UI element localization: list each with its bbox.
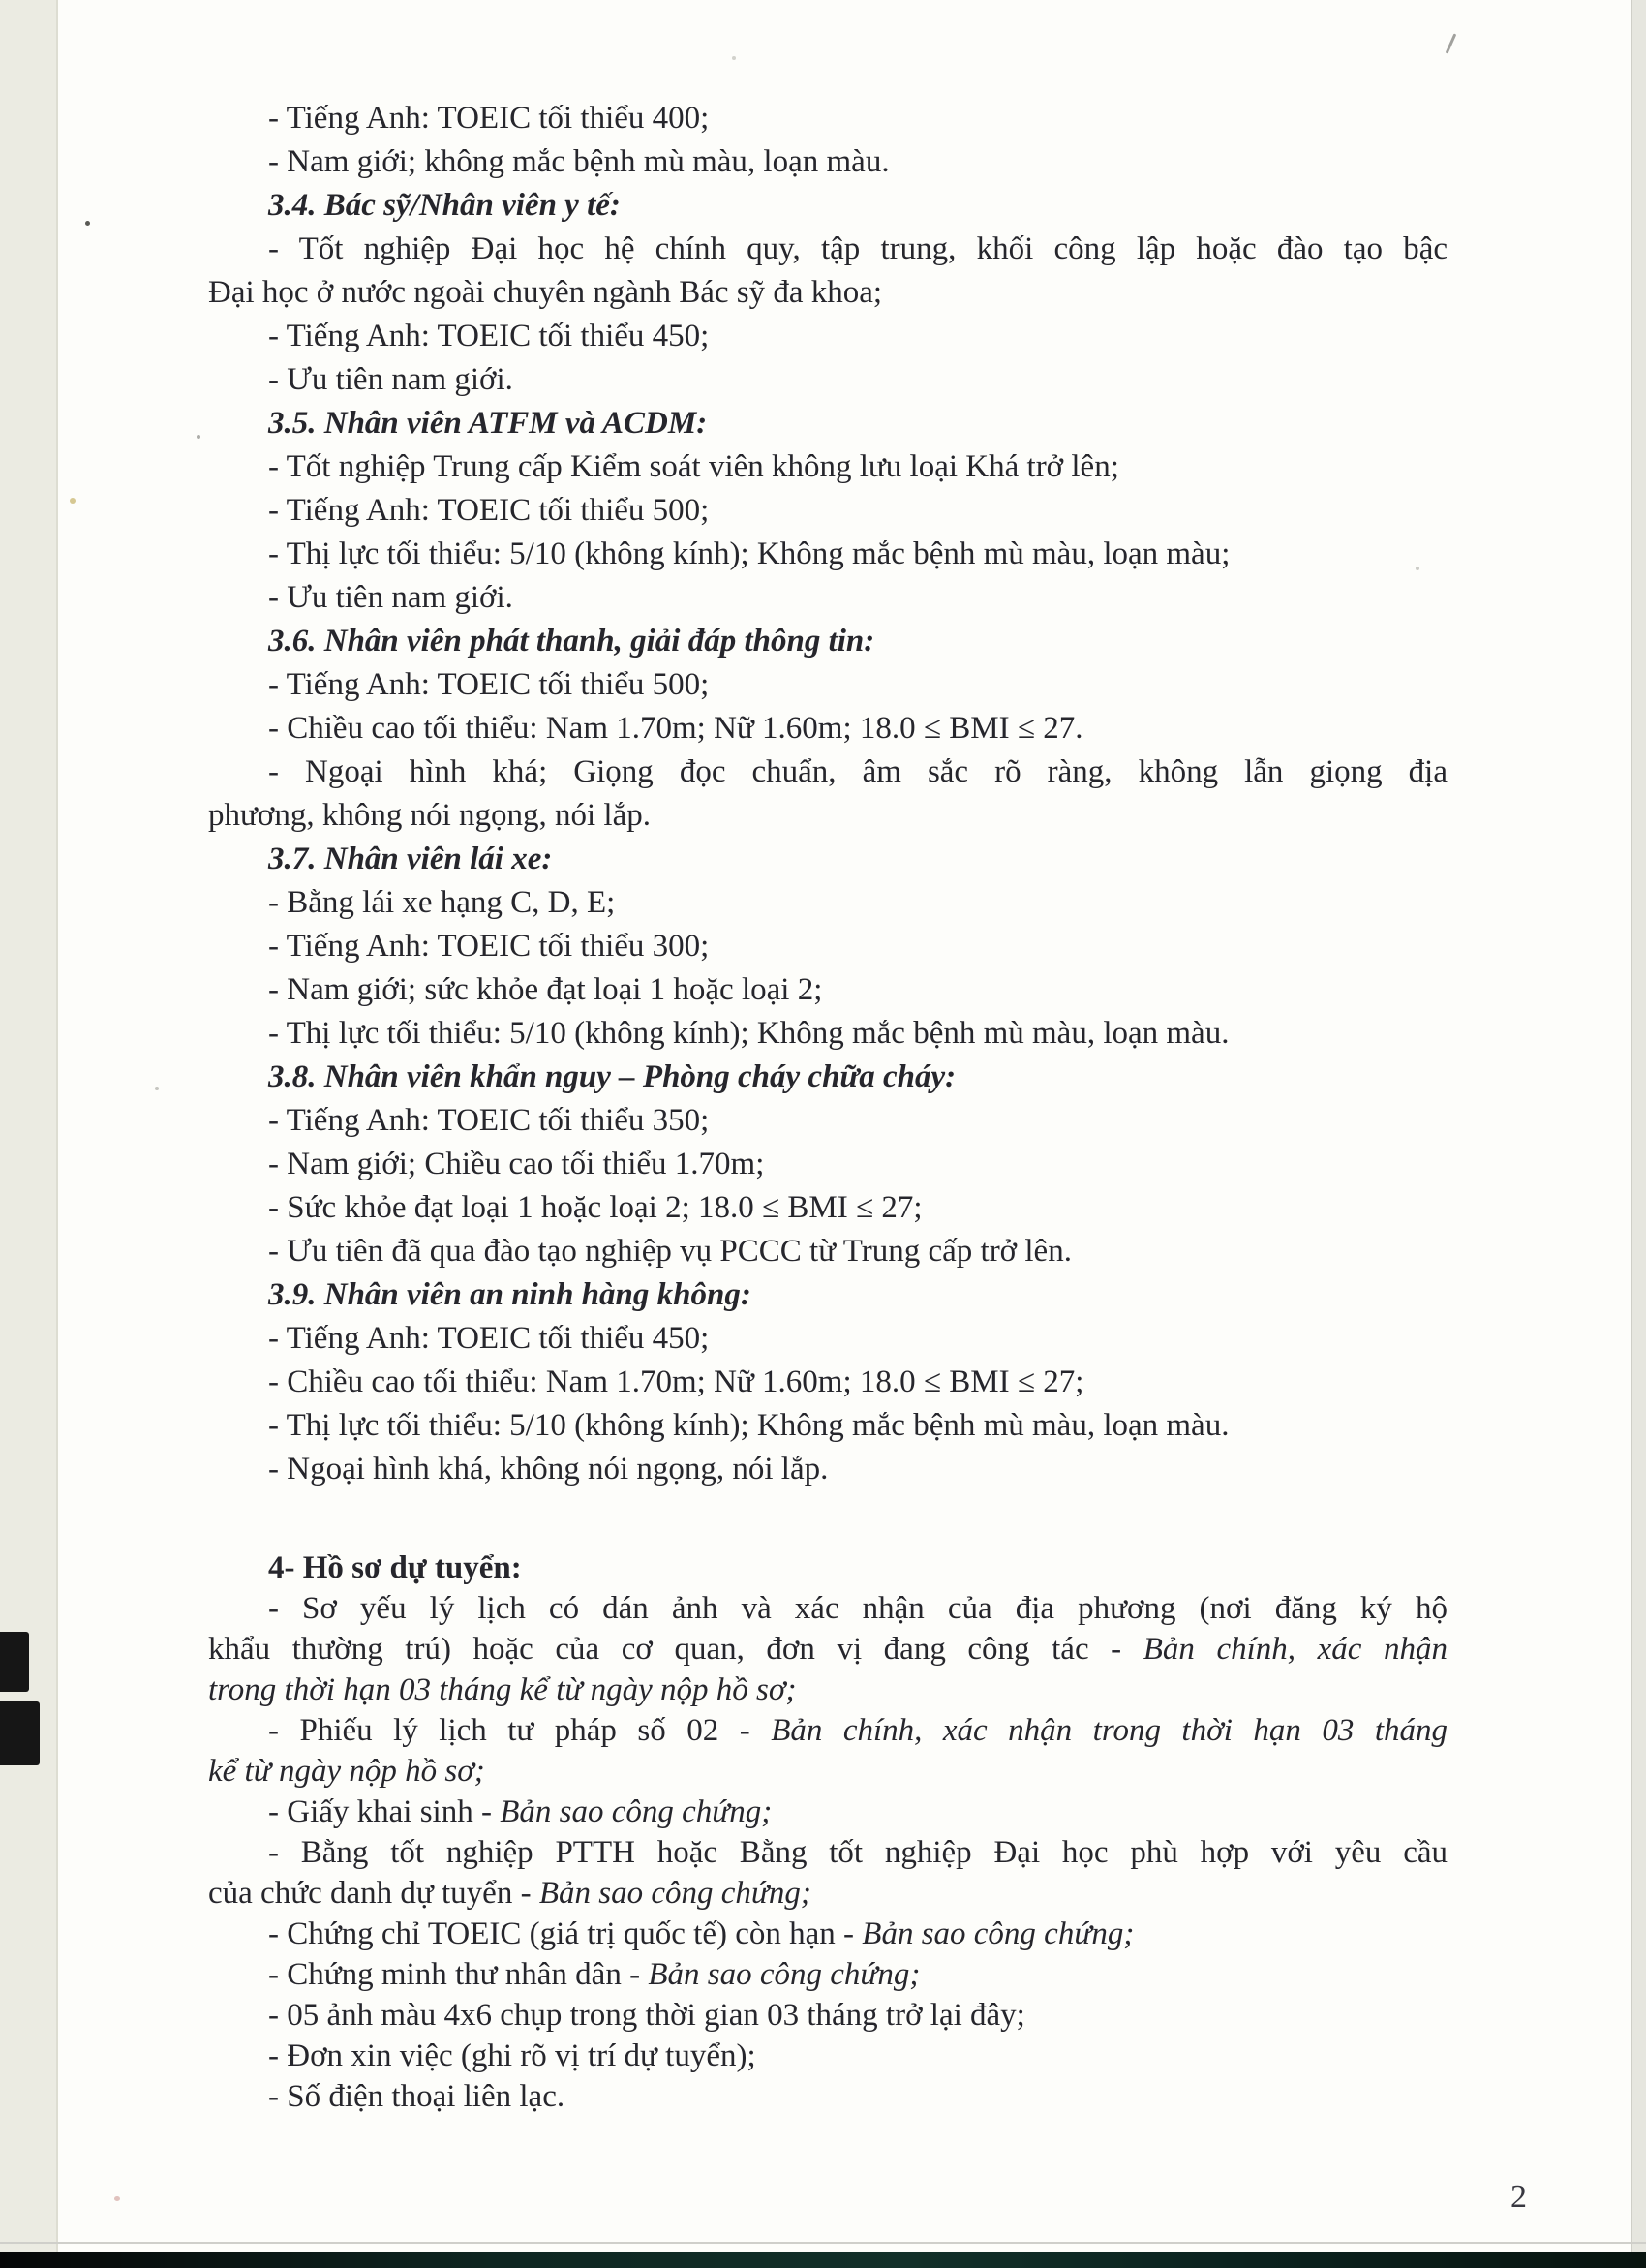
- text-segment: - Ưu tiên nam giới.: [268, 362, 513, 397]
- heading-text: 3.8. Nhân viên khẩn nguy – Phòng cháy chữa cháy:: [268, 1059, 957, 1094]
- text-line: [208, 315, 1448, 358]
- text-segment: kể từ ngày nộp hồ sơ;: [208, 1754, 485, 1789]
- text-line: [208, 1873, 1448, 1914]
- text-segment: - Tiếng Anh: TOEIC tối thiểu 500;: [268, 493, 710, 528]
- text-segment: - Phiếu lý lịch tư pháp số 02 -: [268, 1713, 772, 1748]
- text-line: [208, 1012, 1448, 1056]
- text-segment: Đại học ở nước ngoài chuyên ngành Bác sỹ đa khoa;: [208, 275, 883, 310]
- text-segment: Bản chính, xác nhận: [1143, 1632, 1448, 1667]
- text-line: [208, 1710, 1448, 1751]
- text-line: [208, 1751, 1448, 1792]
- scan-artifact-speck: [1416, 567, 1419, 570]
- scan-edge-line: [0, 2242, 1646, 2244]
- text-segment: Bản sao công chứng;: [500, 1794, 773, 1829]
- text-segment: - Thị lực tối thiểu: 5/10 (không kính); Không mắc bệnh mù màu, loạn màu;: [268, 536, 1231, 571]
- text-line: [208, 881, 1448, 925]
- text-segment: - Ngoại hình khá; Giọng đọc chuẩn, âm sắc rõ ràng, không lẫn giọng địa: [268, 754, 1448, 789]
- text-segment: Bản sao công chứng;: [862, 1916, 1135, 1951]
- text-line: [208, 97, 1448, 140]
- text-line: [208, 1404, 1448, 1448]
- text-segment: - Tiếng Anh: TOEIC tối thiểu 450;: [268, 319, 710, 353]
- text-line: [208, 2076, 1448, 2117]
- text-segment: của chức danh dự tuyển -: [208, 1876, 539, 1911]
- text-segment: - Tốt nghiệp Đại học hệ chính quy, tập trung, khối công lập hoặc đào tạo bậc: [268, 231, 1448, 266]
- text-line: [208, 1588, 1448, 1629]
- text-segment: - Nam giới; sức khỏe đạt loại 1 hoặc loại 2;: [268, 972, 823, 1007]
- text-segment: - Nam giới; không mắc bệnh mù màu, loạn màu.: [268, 144, 890, 179]
- text-line: [208, 2036, 1448, 2076]
- text-line: [208, 1954, 1448, 1995]
- scan-artifact-speck: [732, 56, 736, 60]
- text-segment: - Sơ yếu lý lịch có dán ảnh và xác nhận của địa phương (nơi đăng ký hộ: [268, 1591, 1448, 1626]
- text-segment: - Tiếng Anh: TOEIC tối thiểu 300;: [268, 929, 710, 964]
- text-line: [208, 358, 1448, 402]
- text-segment: - Chứng minh thư nhân dân -: [268, 1957, 649, 1992]
- text-line: [208, 576, 1448, 620]
- scan-artifact-scratch: [1446, 33, 1457, 53]
- heading-text: 3.7. Nhân viên lái xe:: [268, 842, 553, 876]
- text-line: [208, 1317, 1448, 1361]
- text-segment: - Sức khỏe đạt loại 1 hoặc loại 2; 18.0 ≤ BMI ≤ 27;: [268, 1190, 923, 1225]
- text-line: [208, 663, 1448, 707]
- text-line: [208, 620, 1448, 663]
- text-line: [208, 402, 1448, 445]
- text-line: [208, 1186, 1448, 1230]
- page-number: 2: [1510, 2179, 1527, 2215]
- text-line: [208, 489, 1448, 533]
- scan-artifact-speck: [70, 498, 76, 504]
- text-segment: - Đơn xin việc (ghi rõ vị trí dự tuyển);: [268, 2038, 756, 2073]
- heading-text: 4- Hồ sơ dự tuyển:: [268, 1550, 522, 1585]
- text-segment: - Thị lực tối thiểu: 5/10 (không kính); Không mắc bệnh mù màu, loạn màu.: [268, 1016, 1230, 1051]
- text-line: [208, 1995, 1448, 2036]
- text-segment: Bản sao công chứng;: [538, 1876, 811, 1911]
- text-segment: - Nam giới; Chiều cao tối thiểu 1.70m;: [268, 1147, 765, 1181]
- scan-artifact-black-tab: [0, 1632, 29, 1692]
- text-segment: - Tiếng Anh: TOEIC tối thiểu 350;: [268, 1103, 710, 1138]
- page-content: [208, 97, 1448, 2117]
- text-line: [208, 140, 1448, 184]
- text-segment: - Bằng lái xe hạng C, D, E;: [268, 885, 616, 920]
- heading-text: 3.6. Nhân viên phát thanh, giải đáp thông tin:: [268, 624, 875, 659]
- text-line: [208, 838, 1448, 881]
- text-segment: - Số điện thoại liên lạc.: [268, 2079, 565, 2114]
- text-segment: - Ngoại hình khá, không nói ngọng, nói lắp.: [268, 1452, 829, 1486]
- text-segment: - Chiều cao tối thiểu: Nam 1.70m; Nữ 1.60m; 18.0 ≤ BMI ≤ 27;: [268, 1364, 1084, 1399]
- text-line: [208, 445, 1448, 489]
- text-line: [208, 1832, 1448, 1873]
- text-line: [208, 794, 1448, 838]
- text-line: [208, 1273, 1448, 1317]
- text-line: [208, 1143, 1448, 1186]
- scan-artifact-black-tab: [0, 1701, 40, 1765]
- text-segment: Bản sao công chứng;: [648, 1957, 921, 1992]
- text-segment: Bản chính, xác nhận trong thời hạn 03 tháng: [771, 1713, 1448, 1748]
- text-line: [208, 1056, 1448, 1099]
- text-line: [208, 968, 1448, 1012]
- scan-artifact-speck: [114, 2196, 120, 2201]
- scan-bottom-bar: [0, 2252, 1646, 2268]
- text-line: [208, 1629, 1448, 1670]
- text-segment: - Tiếng Anh: TOEIC tối thiểu 400;: [268, 101, 710, 136]
- text-segment: khẩu thường trú) hoặc của cơ quan, đơn vị đang công tác -: [208, 1632, 1143, 1667]
- text-line: [208, 1448, 1448, 1491]
- text-segment: - Ưu tiên nam giới.: [268, 580, 513, 615]
- section-gap: [208, 1491, 1448, 1548]
- text-segment: - Tiếng Anh: TOEIC tối thiểu 500;: [268, 667, 710, 702]
- scan-artifact-speck: [85, 221, 90, 226]
- text-line: [208, 1230, 1448, 1273]
- text-segment: - Bằng tốt nghiệp PTTH hoặc Bằng tốt nghiệp Đại học phù hợp với yêu cầu: [268, 1835, 1448, 1870]
- scan-artifact-speck: [155, 1087, 159, 1090]
- section-requirements: [208, 97, 1448, 1491]
- text-segment: - Giấy khai sinh -: [268, 1794, 501, 1829]
- text-line: [208, 707, 1448, 751]
- text-line: [208, 1670, 1448, 1710]
- text-line: [208, 1548, 1448, 1588]
- text-segment: - Tiếng Anh: TOEIC tối thiểu 450;: [268, 1321, 710, 1356]
- text-line: [208, 751, 1448, 794]
- text-line: [208, 925, 1448, 968]
- text-segment: - 05 ảnh màu 4x6 chụp trong thời gian 03 tháng trở lại đây;: [268, 1998, 1025, 2033]
- scan-artifact-speck: [197, 435, 200, 439]
- text-segment: - Thị lực tối thiểu: 5/10 (không kính); Không mắc bệnh mù màu, loạn màu.: [268, 1408, 1230, 1443]
- scanner-edge-left: [0, 0, 58, 2268]
- scanner-edge-right: [1631, 0, 1646, 2268]
- text-segment: - Tốt nghiệp Trung cấp Kiểm soát viên không lưu loại Khá trở lên;: [268, 449, 1119, 484]
- text-line: [208, 1914, 1448, 1954]
- heading-text: 3.4. Bác sỹ/Nhân viên y tế:: [268, 188, 621, 223]
- text-line: [208, 184, 1448, 228]
- text-line: [208, 533, 1448, 576]
- text-segment: - Ưu tiên đã qua đào tạo nghiệp vụ PCCC từ Trung cấp trở lên.: [268, 1234, 1072, 1269]
- text-segment: trong thời hạn 03 tháng kể từ ngày nộp hồ sơ;: [208, 1672, 797, 1707]
- heading-text: 3.5. Nhân viên ATFM và ACDM:: [268, 406, 708, 441]
- text-line: [208, 1099, 1448, 1143]
- text-line: [208, 228, 1448, 271]
- text-segment: - Chiều cao tối thiểu: Nam 1.70m; Nữ 1.60m; 18.0 ≤ BMI ≤ 27.: [268, 711, 1083, 746]
- text-line: [208, 271, 1448, 315]
- text-line: [208, 1792, 1448, 1832]
- section-dossier: [208, 1548, 1448, 2117]
- text-segment: phương, không nói ngọng, nói lắp.: [208, 798, 651, 833]
- text-segment: - Chứng chỉ TOEIC (giá trị quốc tế) còn hạn -: [268, 1916, 863, 1951]
- heading-text: 3.9. Nhân viên an ninh hàng không:: [268, 1277, 751, 1312]
- text-line: [208, 1361, 1448, 1404]
